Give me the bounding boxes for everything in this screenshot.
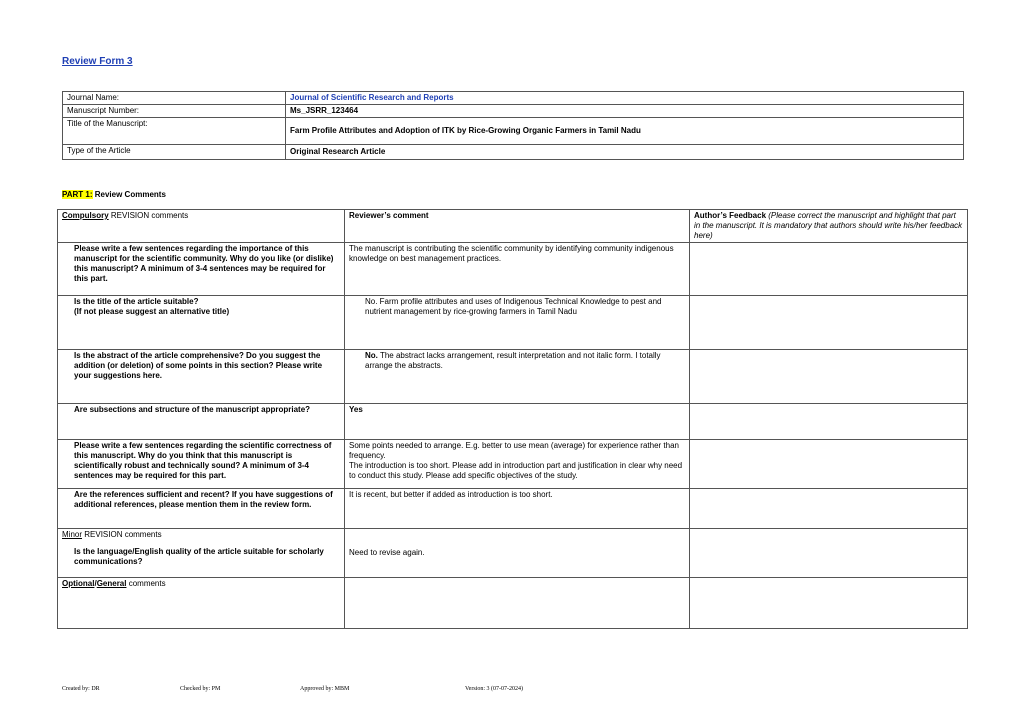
- review-row: [58, 243, 968, 296]
- minor-label-rest: REVISION comments: [82, 530, 162, 539]
- comment-references: It is recent, but better if added as introduction is too short.: [345, 489, 690, 529]
- manuscript-number-row: [63, 105, 964, 118]
- manuscript-title-row: [63, 118, 964, 145]
- author-feedback-label: Author’s Feedback: [694, 211, 767, 220]
- optional-comments-row: [58, 578, 968, 629]
- footer-created-by: Created by: DR: [62, 686, 100, 692]
- part-1-heading: [62, 190, 166, 199]
- comment-language: Need to revise again.: [345, 529, 690, 578]
- author-feedback-instructions: (Please correct the manuscript and highlight that part in the manuscript. It is mandatory that authors should write his/her feedback here): [694, 211, 963, 240]
- comment-abstract-text: The abstract lacks arrangement, result interpretation and not italic form. I totally arrange the abstracts.: [365, 351, 661, 370]
- review-row: [58, 440, 968, 489]
- author-feedback-header: [690, 210, 968, 243]
- feedback-language[interactable]: [690, 529, 968, 578]
- manuscript-title-value: Farm Profile Attributes and Adoption of ITK by Rice-Growing Organic Farmers in Tamil Nadu: [286, 118, 964, 145]
- comment-correctness: [345, 440, 690, 489]
- minor-revision-row: [58, 529, 968, 578]
- question-language: Is the language/English quality of the article suitable for scholarly communications?: [74, 547, 324, 566]
- journal-name-value: Journal of Scientific Research and Reports: [286, 92, 964, 105]
- question-structure: Are subsections and structure of the manuscript appropriate?: [58, 404, 345, 440]
- question-abstract: Is the abstract of the article comprehensive? Do you suggest the addition (or deletion) of some points in this section? Please write your suggestions here.: [58, 350, 345, 404]
- general-label: General: [96, 579, 127, 588]
- review-form-title-link[interactable]: Review Form 3: [62, 56, 133, 67]
- question-title-line-1: Is the title of the article suitable?: [74, 297, 199, 306]
- review-header-row: [58, 210, 968, 243]
- footer-checked-by: Checked by: PM: [180, 686, 221, 692]
- question-title-line-2: (If not please suggest an alternative title): [74, 307, 230, 316]
- minor-revision-cell: [58, 529, 345, 578]
- comment-importance: The manuscript is contributing the scientific community by identifying community indigenous knowledge on best management practices.: [345, 243, 690, 296]
- question-title: [58, 296, 345, 350]
- question-references: Are the references sufficient and recent? If you have suggestions of additional references, please mention them in the review form.: [58, 489, 345, 529]
- reviewer-comment-header: Reviewer’s comment: [345, 210, 690, 243]
- feedback-references[interactable]: [690, 489, 968, 529]
- comment-abstract: [345, 350, 690, 404]
- manuscript-number-value: Ms_JSRR_123464: [286, 105, 964, 118]
- compulsory-label: Compulsory: [62, 211, 109, 220]
- article-type-row: [63, 145, 964, 160]
- part-1-title: Review Comments: [92, 190, 166, 199]
- footer-version: Version: 3 (07-07-2024): [465, 686, 523, 692]
- part-1-label: PART 1:: [62, 190, 93, 199]
- question-correctness: Please write a few sentences regarding the scientific correctness of this manuscript. Why do you think that this manuscript is scientifically robust and technically sound? A minimum of 3-4 sentences may be required for this part.: [58, 440, 345, 489]
- feedback-abstract[interactable]: [690, 350, 968, 404]
- manuscript-number-label: Manuscript Number:: [63, 105, 286, 118]
- comment-abstract-lead: No.: [365, 351, 378, 360]
- footer-approved-by: Approved by: MBM: [300, 686, 350, 692]
- article-type-value: Original Research Article: [286, 145, 964, 160]
- review-row: [58, 404, 968, 440]
- feedback-importance[interactable]: [690, 243, 968, 296]
- review-row: [58, 489, 968, 529]
- optional-label-rest: comments: [126, 579, 166, 588]
- optional-label-sep: /: [94, 579, 97, 588]
- feedback-structure[interactable]: [690, 404, 968, 440]
- comment-optional[interactable]: [345, 578, 690, 629]
- optional-comments-label: [58, 578, 345, 629]
- journal-name-row: [63, 92, 964, 105]
- manuscript-title-label: Title of the Manuscript:: [63, 118, 286, 145]
- compulsory-header: [58, 210, 345, 243]
- journal-name-label: Journal Name:: [63, 92, 286, 105]
- review-comments-table: [57, 209, 968, 629]
- compulsory-label-rest: REVISION comments: [108, 211, 189, 220]
- article-type-label: Type of the Article: [63, 145, 286, 160]
- minor-revision-label: [62, 530, 340, 540]
- comment-structure: Yes: [345, 404, 690, 440]
- comment-correctness-line-1: Some points needed to arrange. E.g. better to use mean (average) for experience rather than frequency.: [349, 441, 679, 460]
- review-row: [58, 296, 968, 350]
- review-row: [58, 350, 968, 404]
- optional-label: Optional: [62, 579, 95, 588]
- comment-correctness-line-2: The introduction is too short. Please add in introduction part and justification in clear why need to conduct this study. Please add specific objectives of the study.: [349, 461, 683, 480]
- comment-title: No. Farm profile attributes and uses of Indigenous Technical Knowledge to pest and nutrient management by rice-growing farmers in Tamil Nadu: [345, 296, 690, 350]
- minor-label: Minor: [62, 530, 83, 539]
- feedback-title[interactable]: [690, 296, 968, 350]
- question-importance: Please write a few sentences regarding the importance of this manuscript for the scientific community. Why do you like (or dislike) this manuscript? A minimum of 3-4 sentences may be required for this part.: [58, 243, 345, 296]
- manuscript-info-table: [62, 91, 964, 160]
- feedback-optional[interactable]: [690, 578, 968, 629]
- feedback-correctness[interactable]: [690, 440, 968, 489]
